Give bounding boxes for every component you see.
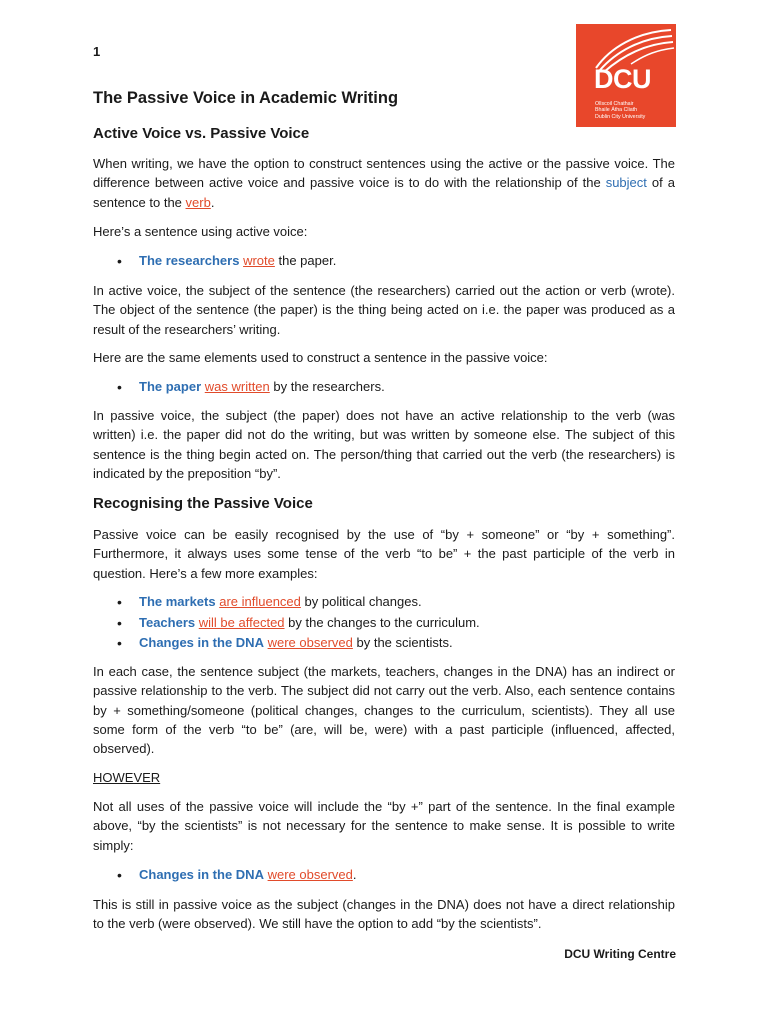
heading-active-vs-passive: Active Voice vs. Passive Voice bbox=[93, 125, 310, 142]
footer-text: DCU Writing Centre bbox=[564, 947, 676, 961]
page-title: The Passive Voice in Academic Writing bbox=[93, 89, 399, 107]
however-label: HOWEVER bbox=[93, 770, 161, 785]
logo-text: DCU bbox=[594, 64, 651, 94]
verb-term: verb bbox=[185, 194, 211, 210]
list-item: • The markets are influenced by political changes. bbox=[117, 592, 480, 613]
page-number: 1 bbox=[93, 44, 101, 59]
final-example-list bbox=[117, 865, 357, 886]
list-item: • Changes in the DNA were observed. bbox=[117, 865, 357, 886]
subject-term: subject bbox=[605, 175, 647, 191]
examples-list bbox=[117, 592, 480, 654]
active-explanation-paragraph: In active voice, the subject of the sentence (the researchers) carried out the action or verb (wrote). The object of the sentence (the paper) is the thing being acted on i.e. the paper was produced as a result of the researchers’ writing. bbox=[93, 283, 675, 337]
passive-explanation-paragraph: In passive voice, the subject (the paper) does not have an active relationship to the verb (was written) i.e. the paper did not do the writing, but was written by someone else. The subject of this sentence is the thing begin acted on. The person/thing that carried out the verb (the researchers) is indicated by the preposition “by”. bbox=[93, 408, 675, 481]
active-lead-paragraph: Here’s a sentence using active voice: bbox=[93, 224, 308, 239]
list-item: • The researchers wrote the paper. bbox=[117, 251, 336, 272]
analysis-paragraph: In each case, the sentence subject (the markets, teachers, changes in the DNA) has an indirect or passive relationship to the verb. The subject did not carry out the verb. Also, each sentence contains by + something/someone (political changes, changes to the curriculum, scientists). They all use some form of the verb “to be” (are, will be, were) with a past participle (influenced, affected, observed). bbox=[93, 664, 675, 757]
list-item: • Changes in the DNA were observed by the scientists. bbox=[117, 633, 480, 654]
list-item: • Teachers will be affected by the changes to the curriculum. bbox=[117, 613, 480, 634]
logo-subtext: Ollscoil Chathair Bhaile Átha Cliath Dublin City University bbox=[595, 101, 646, 120]
omission-paragraph: Not all uses of the passive voice will include the “by +” part of the sentence. In the final example above, “by the scientists” is not necessary for the sentence to make sense. It is possible to write simply: bbox=[93, 799, 675, 853]
dcu-logo bbox=[576, 24, 676, 127]
conclusion-paragraph: This is still in passive voice as the subject (changes in the DNA) does not have a direct relationship to the verb (were observed). We still have the option to add “by the scientists”. bbox=[93, 897, 675, 932]
passive-example-list bbox=[117, 377, 385, 398]
active-example-list bbox=[117, 251, 336, 272]
passive-lead-paragraph: Here are the same elements used to construct a sentence in the passive voice: bbox=[93, 350, 548, 365]
heading-recognising-passive: Recognising the Passive Voice bbox=[93, 495, 313, 512]
recognising-paragraph: Passive voice can be easily recognised by the use of “by + someone” or “by + something”. Furthermore, it always uses some tense of the verb “to be” + the past participle of the verb in question. Here’s a few more examples: bbox=[93, 527, 675, 581]
list-item: • The paper was written by the researchers. bbox=[117, 377, 385, 398]
intro-paragraph: When writing, we have the option to construct sentences using the active or the passive voice. The difference between active voice and passive voice is to do with the relationship of the subject of a sentence to the verb. bbox=[93, 156, 675, 210]
